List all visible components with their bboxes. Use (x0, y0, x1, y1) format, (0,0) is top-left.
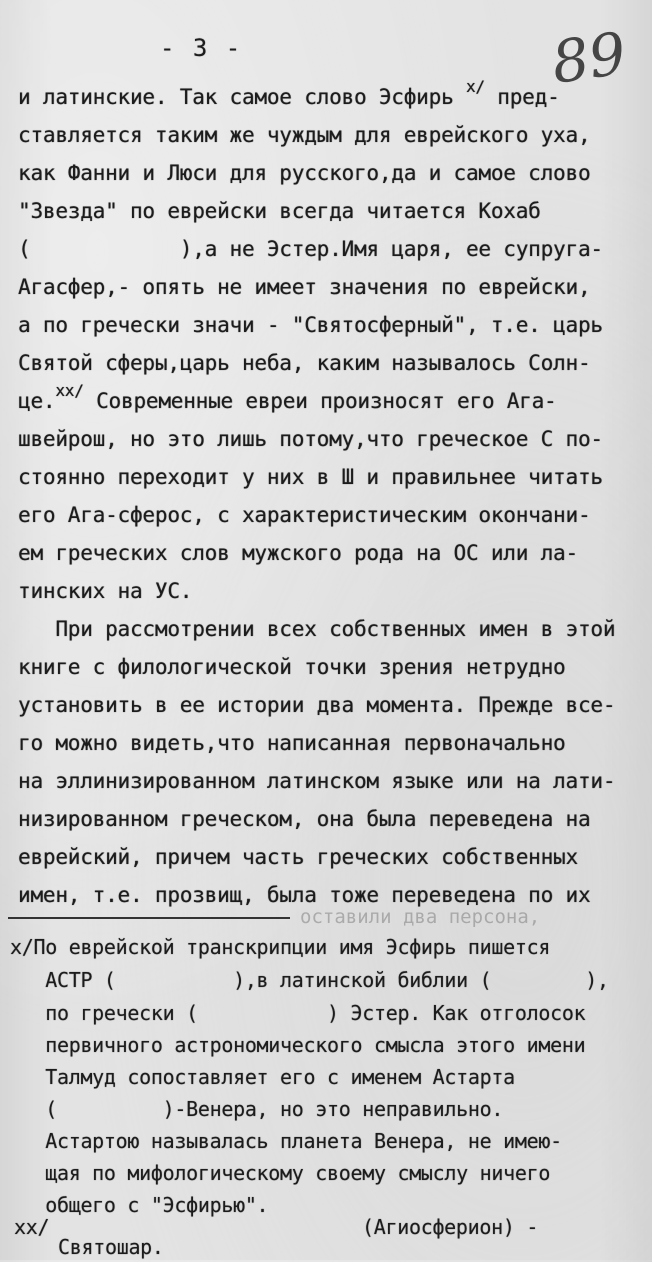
text-line-2: ставляется таким же чуждым для еврейского уха, (18, 123, 591, 147)
text-line-13: ем греческих слов мужского рода на ОС или ла- (18, 541, 578, 565)
footnote-marker-2: xx/ (55, 381, 84, 400)
text-line-8: Святой сферы,царь неба, каким называлось Солн- (18, 351, 591, 375)
footnote-1-line-8: щая по мифологическому своему смыслу ничего (10, 1161, 551, 1185)
footnote-1-line-7: Астартою называлась планета Венера, не имею- (10, 1129, 562, 1153)
text-line-6: Агасфер,- опять не имеет значения по еврейски, (18, 275, 591, 299)
text-line-12: его Ага-сферос, с характеристическим окончани- (18, 503, 591, 527)
text-line-21: еврейский, причем часть греческих собственных (18, 845, 578, 869)
text-line-7: а по гречески значи - "Святосферный", т.е. царь (18, 313, 603, 337)
footnote-2-marker: xx/ (14, 1215, 50, 1239)
text-line-14: тинских на УС. (18, 579, 193, 603)
footnote-separator (8, 917, 290, 919)
footnote-1-line-2: АСТР ( ),в латинской библии ( ), (10, 968, 609, 992)
text-line-1: и латинские. Так самое слово Эсфирь $^{x/}$ пред- (18, 77, 560, 109)
footnote-1-line-4: первичного астрономического смысла этого имени (10, 1033, 586, 1057)
text-line-16: книге с филологической точки зрения нетрудно (18, 655, 566, 679)
text-line-17: установить в ее истории два момента. Прежде все- (18, 693, 616, 717)
footnote-marker-1: x/ (465, 77, 485, 96)
text-line-20: низированном греческом, она была переведена на (18, 807, 591, 831)
footnote-1-line-9: общего с "Эсфирью". (10, 1193, 269, 1217)
footnote-2-text: (Агиосферион) - (362, 1215, 539, 1239)
text-line-15: При рассмотрении всех собственных имен в этой (18, 617, 616, 641)
text-line-18: го можно видеть,что написанная первоначально (18, 731, 566, 755)
text-line-10: швейрош, но это лишь потому,что греческое С по- (18, 427, 603, 451)
text-line-19: на эллинизированном латинском языке или на лати- (18, 769, 616, 793)
text-line-5: ( ),а не Эстер.Имя царя, ее супруга- (18, 237, 603, 261)
footnote-2-continuation: Святошар. (58, 1235, 164, 1259)
footnote-1-line-1: x/По еврейской транскрипции имя Эсфирь пишется (10, 935, 551, 959)
text-line-11: стоянно переходит у них в Ш и правильнее читать (18, 465, 603, 489)
text-line-9: це.$^{xx/}$ Современные евреи произносят его Ага- (18, 381, 557, 413)
footnote-1-line-5: Талмуд сопоставляет его с именем Астарта (10, 1065, 515, 1089)
footnote-1-line-3: по гречески ( ) Эстер. Как отголосок (10, 1001, 586, 1025)
handwritten-folio-number: 89 (547, 19, 631, 97)
footnote-1-line-6: ( )-Венера, но это неправильно. (10, 1097, 504, 1121)
text-line-22: имен, т.е. прозвищ, была тоже переведена по их (18, 883, 591, 907)
text-line-4: "Звезда" по еврейски всегда читается Кохаб (18, 199, 541, 223)
text-line-3: как Фанни и Люси для русского,да и самое слово (18, 161, 591, 185)
bleed-through-text: оставили два персона, (300, 906, 541, 928)
page-number: - 3 - (160, 34, 243, 62)
